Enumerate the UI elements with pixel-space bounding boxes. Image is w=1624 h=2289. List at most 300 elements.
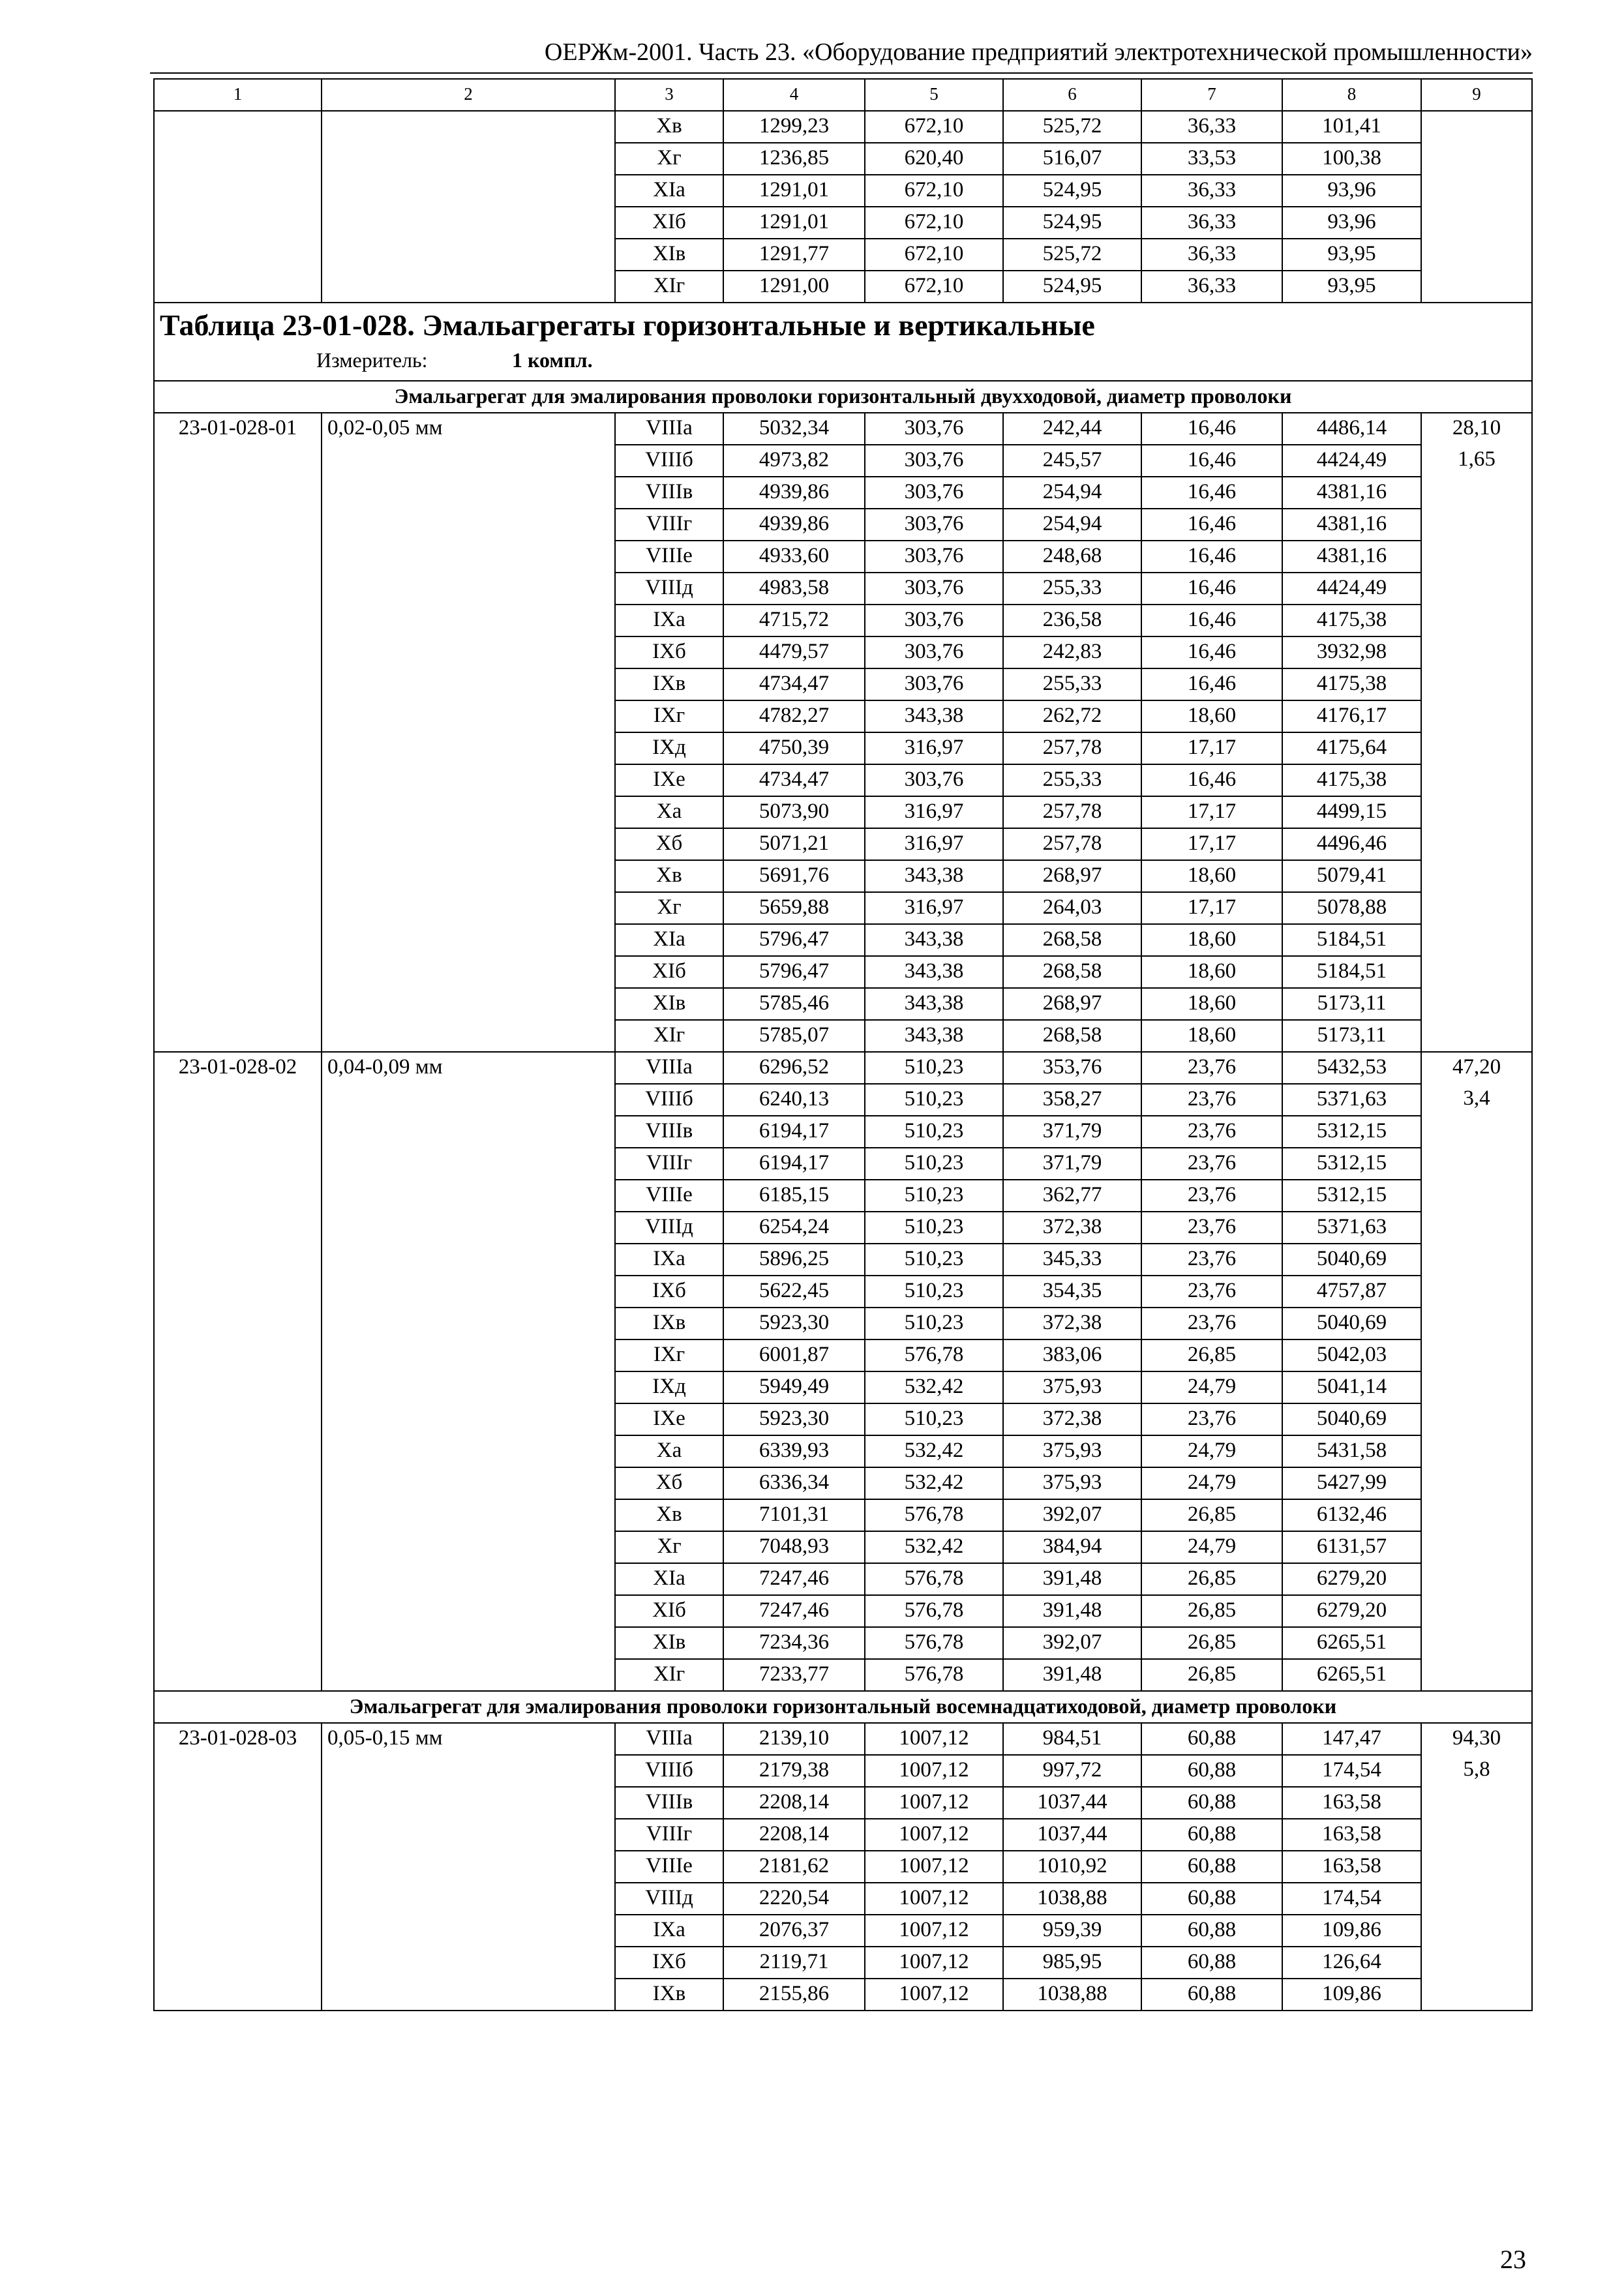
- value-cell: 303,76: [865, 764, 1003, 796]
- table-row: [154, 1276, 1532, 1308]
- col9-cell: [1421, 764, 1532, 796]
- name-cell: [322, 605, 615, 636]
- value-cell: 4734,47: [723, 668, 865, 700]
- value-cell: 5312,15: [1282, 1180, 1421, 1212]
- table-row: [154, 1212, 1532, 1244]
- name-cell: 0,04-0,09 мм: [322, 1052, 615, 1084]
- col9-cell: [1421, 1020, 1532, 1052]
- value-cell: 17,17: [1141, 828, 1282, 860]
- value-cell: 4750,39: [723, 732, 865, 764]
- value-cell: 1007,12: [865, 1819, 1003, 1851]
- code-cell: [154, 1595, 322, 1627]
- value-cell: 1291,01: [723, 207, 865, 239]
- column-number: 1: [154, 79, 322, 111]
- name-cell: [322, 1595, 615, 1627]
- value-cell: 7247,46: [723, 1563, 865, 1595]
- zone-cell: Хг: [615, 143, 723, 175]
- value-cell: 5071,21: [723, 828, 865, 860]
- table-row: [154, 860, 1532, 892]
- value-cell: 248,68: [1003, 541, 1141, 573]
- zone-cell: VIIIб: [615, 445, 723, 477]
- name-cell: [322, 796, 615, 828]
- value-cell: 4939,86: [723, 509, 865, 541]
- col9-cell: [1421, 1148, 1532, 1180]
- col9-cell: [1421, 732, 1532, 764]
- zone-cell: XIб: [615, 1595, 723, 1627]
- value-cell: 375,93: [1003, 1371, 1141, 1403]
- value-cell: 1007,12: [865, 1883, 1003, 1915]
- value-cell: 5079,41: [1282, 860, 1421, 892]
- col9-cell: [1421, 1787, 1532, 1819]
- section-heading: Эмальагрегат для эмалирования проволоки горизонтальный восемнадцатиходовой, диаметр проволоки: [154, 1691, 1532, 1723]
- value-cell: 1291,00: [723, 271, 865, 303]
- code-cell: [154, 860, 322, 892]
- value-cell: 26,85: [1141, 1339, 1282, 1371]
- table-row: [154, 175, 1532, 207]
- name-cell: [322, 445, 615, 477]
- zone-cell: XIа: [615, 175, 723, 207]
- col9-cell: [1421, 1659, 1532, 1691]
- code-cell: [154, 445, 322, 477]
- table-row: [154, 1180, 1532, 1212]
- value-cell: 4175,38: [1282, 668, 1421, 700]
- value-cell: 24,79: [1141, 1467, 1282, 1499]
- table-title-cell: [154, 303, 1532, 381]
- col9-cell: [1421, 111, 1532, 143]
- name-cell: [322, 700, 615, 732]
- col9-cell: [1421, 1627, 1532, 1659]
- value-cell: 5184,51: [1282, 924, 1421, 956]
- value-cell: 1037,44: [1003, 1787, 1141, 1819]
- table-row: [154, 1403, 1532, 1435]
- value-cell: 358,27: [1003, 1084, 1141, 1116]
- name-cell: [322, 1819, 615, 1851]
- code-cell: [154, 828, 322, 860]
- value-cell: 532,42: [865, 1467, 1003, 1499]
- value-cell: 126,64: [1282, 1947, 1421, 1979]
- value-cell: 264,03: [1003, 892, 1141, 924]
- name-cell: [322, 239, 615, 271]
- value-cell: 532,42: [865, 1531, 1003, 1563]
- value-cell: 7048,93: [723, 1531, 865, 1563]
- zone-cell: VIIIе: [615, 1180, 723, 1212]
- zone-cell: VIIIа: [615, 413, 723, 445]
- zone-cell: Ха: [615, 796, 723, 828]
- value-cell: 524,95: [1003, 175, 1141, 207]
- table-row: [154, 892, 1532, 924]
- code-cell: [154, 541, 322, 573]
- value-cell: 26,85: [1141, 1563, 1282, 1595]
- table-title: Таблица 23-01-028. Эмальагрегаты горизонтальные и вертикальные: [160, 308, 1095, 342]
- table-row: [154, 573, 1532, 605]
- table-title-row: [154, 303, 1532, 381]
- value-cell: 257,78: [1003, 796, 1141, 828]
- value-cell: 6240,13: [723, 1084, 865, 1116]
- zone-cell: Хв: [615, 111, 723, 143]
- name-cell: [322, 1276, 615, 1308]
- value-cell: 18,60: [1141, 860, 1282, 892]
- zone-cell: IXа: [615, 1244, 723, 1276]
- value-cell: 24,79: [1141, 1435, 1282, 1467]
- value-cell: 5896,25: [723, 1244, 865, 1276]
- value-cell: 4715,72: [723, 605, 865, 636]
- col9-cell: [1421, 1467, 1532, 1499]
- value-cell: 1007,12: [865, 1723, 1003, 1755]
- name-cell: [322, 1627, 615, 1659]
- value-cell: 576,78: [865, 1499, 1003, 1531]
- table-row: [154, 828, 1532, 860]
- value-cell: 4499,15: [1282, 796, 1421, 828]
- value-cell: 268,58: [1003, 956, 1141, 988]
- value-cell: 268,97: [1003, 860, 1141, 892]
- value-cell: 24,79: [1141, 1371, 1282, 1403]
- value-cell: 174,54: [1282, 1883, 1421, 1915]
- value-cell: 163,58: [1282, 1787, 1421, 1819]
- table-row: [154, 1467, 1532, 1499]
- column-number: 7: [1141, 79, 1282, 111]
- name-cell: [322, 541, 615, 573]
- table-row: [154, 700, 1532, 732]
- name-cell: [322, 1563, 615, 1595]
- value-cell: 510,23: [865, 1148, 1003, 1180]
- name-cell: [322, 1467, 615, 1499]
- table-row: [154, 1723, 1532, 1755]
- value-cell: 4175,38: [1282, 764, 1421, 796]
- value-cell: 303,76: [865, 668, 1003, 700]
- value-cell: 997,72: [1003, 1755, 1141, 1787]
- col9-cell: 94,30: [1421, 1723, 1532, 1755]
- table-row: [154, 1148, 1532, 1180]
- value-cell: 7233,77: [723, 1659, 865, 1691]
- col9-cell: [1421, 1244, 1532, 1276]
- zone-cell: Хб: [615, 828, 723, 860]
- meter-value: 1 компл.: [512, 348, 593, 372]
- value-cell: 6185,15: [723, 1180, 865, 1212]
- col9-cell: [1421, 271, 1532, 303]
- value-cell: 372,38: [1003, 1212, 1141, 1244]
- value-cell: 16,46: [1141, 477, 1282, 509]
- table-row: [154, 239, 1532, 271]
- zone-cell: IXб: [615, 636, 723, 668]
- value-cell: 163,58: [1282, 1819, 1421, 1851]
- name-cell: [322, 1851, 615, 1883]
- col9-cell: [1421, 1851, 1532, 1883]
- meter-label: Измеритель:: [316, 348, 428, 372]
- value-cell: 391,48: [1003, 1595, 1141, 1627]
- name-cell: [322, 1659, 615, 1691]
- value-cell: 236,58: [1003, 605, 1141, 636]
- value-cell: 174,54: [1282, 1755, 1421, 1787]
- value-cell: 5949,49: [723, 1371, 865, 1403]
- value-cell: 391,48: [1003, 1563, 1141, 1595]
- value-cell: 4381,16: [1282, 509, 1421, 541]
- zone-cell: XIв: [615, 239, 723, 271]
- value-cell: 6132,46: [1282, 1499, 1421, 1531]
- value-cell: 1236,85: [723, 143, 865, 175]
- value-cell: 93,96: [1282, 207, 1421, 239]
- column-number: 4: [723, 79, 865, 111]
- value-cell: 26,85: [1141, 1499, 1282, 1531]
- value-cell: 2181,62: [723, 1851, 865, 1883]
- table-row: [154, 796, 1532, 828]
- value-cell: 5312,15: [1282, 1116, 1421, 1148]
- col9-cell: 47,20: [1421, 1052, 1532, 1084]
- value-cell: 576,78: [865, 1595, 1003, 1627]
- name-cell: [322, 860, 615, 892]
- value-cell: 303,76: [865, 573, 1003, 605]
- value-cell: 257,78: [1003, 732, 1141, 764]
- value-cell: 60,88: [1141, 1851, 1282, 1883]
- value-cell: 4175,64: [1282, 732, 1421, 764]
- zone-cell: XIв: [615, 988, 723, 1020]
- value-cell: 23,76: [1141, 1084, 1282, 1116]
- value-cell: 510,23: [865, 1084, 1003, 1116]
- name-cell: [322, 207, 615, 239]
- value-cell: 23,76: [1141, 1276, 1282, 1308]
- zone-cell: Хв: [615, 1499, 723, 1531]
- value-cell: 2208,14: [723, 1787, 865, 1819]
- value-cell: 345,33: [1003, 1244, 1141, 1276]
- value-cell: 672,10: [865, 271, 1003, 303]
- value-cell: 4486,14: [1282, 413, 1421, 445]
- value-cell: 362,77: [1003, 1180, 1141, 1212]
- code-cell: [154, 271, 322, 303]
- col9-cell: [1421, 1595, 1532, 1627]
- value-cell: 60,88: [1141, 1947, 1282, 1979]
- value-cell: 4496,46: [1282, 828, 1421, 860]
- value-cell: 33,53: [1141, 143, 1282, 175]
- value-cell: 5078,88: [1282, 892, 1421, 924]
- name-cell: [322, 924, 615, 956]
- value-cell: 343,38: [865, 956, 1003, 988]
- col9-cell: 5,8: [1421, 1755, 1532, 1787]
- code-cell: [154, 1531, 322, 1563]
- value-cell: 18,60: [1141, 956, 1282, 988]
- col9-cell: [1421, 828, 1532, 860]
- value-cell: 245,57: [1003, 445, 1141, 477]
- value-cell: 4734,47: [723, 764, 865, 796]
- value-cell: 510,23: [865, 1180, 1003, 1212]
- value-cell: 510,23: [865, 1052, 1003, 1084]
- value-cell: 4381,16: [1282, 541, 1421, 573]
- zone-cell: VIIIб: [615, 1084, 723, 1116]
- value-cell: 255,33: [1003, 668, 1141, 700]
- value-cell: 620,40: [865, 143, 1003, 175]
- code-cell: [154, 1371, 322, 1403]
- name-cell: [322, 111, 615, 143]
- code-cell: [154, 988, 322, 1020]
- value-cell: 5184,51: [1282, 956, 1421, 988]
- value-cell: 1291,01: [723, 175, 865, 207]
- value-cell: 23,76: [1141, 1403, 1282, 1435]
- table-row: [154, 1435, 1532, 1467]
- value-cell: 4757,87: [1282, 1276, 1421, 1308]
- value-cell: 4176,17: [1282, 700, 1421, 732]
- col9-cell: 1,65: [1421, 445, 1532, 477]
- value-cell: 391,48: [1003, 1659, 1141, 1691]
- code-cell: [154, 1148, 322, 1180]
- value-cell: 985,95: [1003, 1947, 1141, 1979]
- value-cell: 375,93: [1003, 1435, 1141, 1467]
- value-cell: 4782,27: [723, 700, 865, 732]
- value-cell: 23,76: [1141, 1180, 1282, 1212]
- value-cell: 1007,12: [865, 1755, 1003, 1787]
- value-cell: 254,94: [1003, 509, 1141, 541]
- name-cell: [322, 1915, 615, 1947]
- table-row: [154, 1947, 1532, 1979]
- value-cell: 100,38: [1282, 143, 1421, 175]
- value-cell: 510,23: [865, 1212, 1003, 1244]
- col9-cell: [1421, 175, 1532, 207]
- zone-cell: Ха: [615, 1435, 723, 1467]
- value-cell: 26,85: [1141, 1627, 1282, 1659]
- col9-cell: 3,4: [1421, 1084, 1532, 1116]
- col9-cell: [1421, 700, 1532, 732]
- value-cell: 532,42: [865, 1435, 1003, 1467]
- table-row: [154, 1052, 1532, 1084]
- value-cell: 5659,88: [723, 892, 865, 924]
- name-cell: [322, 1499, 615, 1531]
- value-cell: 672,10: [865, 239, 1003, 271]
- column-number: 3: [615, 79, 723, 111]
- value-cell: 2076,37: [723, 1915, 865, 1947]
- col9-cell: [1421, 1339, 1532, 1371]
- code-cell: [154, 1947, 322, 1979]
- zone-cell: VIIIд: [615, 573, 723, 605]
- value-cell: 7247,46: [723, 1595, 865, 1627]
- name-cell: [322, 509, 615, 541]
- value-cell: 4175,38: [1282, 605, 1421, 636]
- value-cell: 303,76: [865, 445, 1003, 477]
- value-cell: 4939,86: [723, 477, 865, 509]
- value-cell: 254,94: [1003, 477, 1141, 509]
- col9-cell: [1421, 1979, 1532, 2011]
- value-cell: 392,07: [1003, 1499, 1141, 1531]
- value-cell: 6265,51: [1282, 1659, 1421, 1691]
- table-row: [154, 732, 1532, 764]
- value-cell: 60,88: [1141, 1915, 1282, 1947]
- value-cell: 18,60: [1141, 1020, 1282, 1052]
- value-cell: 303,76: [865, 477, 1003, 509]
- name-cell: [322, 1180, 615, 1212]
- col9-cell: [1421, 1435, 1532, 1467]
- table-row: [154, 1755, 1532, 1787]
- value-cell: 576,78: [865, 1659, 1003, 1691]
- header-divider: [150, 72, 1533, 74]
- value-cell: 510,23: [865, 1276, 1003, 1308]
- value-cell: 23,76: [1141, 1244, 1282, 1276]
- name-cell: [322, 1244, 615, 1276]
- name-cell: [322, 143, 615, 175]
- code-cell: [154, 1755, 322, 1787]
- value-cell: 303,76: [865, 413, 1003, 445]
- code-cell: [154, 1212, 322, 1244]
- value-cell: 36,33: [1141, 175, 1282, 207]
- value-cell: 375,93: [1003, 1467, 1141, 1499]
- code-cell: [154, 1020, 322, 1052]
- col9-cell: [1421, 924, 1532, 956]
- value-cell: 26,85: [1141, 1595, 1282, 1627]
- value-cell: 23,76: [1141, 1148, 1282, 1180]
- zone-cell: Хг: [615, 892, 723, 924]
- value-cell: 60,88: [1141, 1979, 1282, 2011]
- value-cell: 524,95: [1003, 271, 1141, 303]
- value-cell: 510,23: [865, 1244, 1003, 1276]
- value-cell: 2220,54: [723, 1883, 865, 1915]
- col9-cell: [1421, 1819, 1532, 1851]
- code-cell: 23-01-028-01: [154, 413, 322, 445]
- col9-cell: [1421, 1915, 1532, 1947]
- col9-cell: [1421, 541, 1532, 573]
- value-cell: 23,76: [1141, 1212, 1282, 1244]
- code-cell: [154, 1244, 322, 1276]
- value-cell: 7234,36: [723, 1627, 865, 1659]
- code-cell: [154, 573, 322, 605]
- table-row: [154, 445, 1532, 477]
- code-cell: [154, 668, 322, 700]
- value-cell: 6131,57: [1282, 1531, 1421, 1563]
- col9-cell: [1421, 892, 1532, 924]
- value-cell: 959,39: [1003, 1915, 1141, 1947]
- value-cell: 18,60: [1141, 700, 1282, 732]
- col9-cell: [1421, 860, 1532, 892]
- code-cell: [154, 1659, 322, 1691]
- name-cell: [322, 668, 615, 700]
- value-cell: 5691,76: [723, 860, 865, 892]
- value-cell: 6279,20: [1282, 1595, 1421, 1627]
- name-cell: [322, 1755, 615, 1787]
- table-row: [154, 1595, 1532, 1627]
- code-cell: [154, 143, 322, 175]
- value-cell: 93,96: [1282, 175, 1421, 207]
- name-cell: [322, 1308, 615, 1339]
- table-row: [154, 1627, 1532, 1659]
- value-cell: 316,97: [865, 892, 1003, 924]
- code-cell: [154, 1403, 322, 1435]
- value-cell: 242,44: [1003, 413, 1141, 445]
- table-row: [154, 1851, 1532, 1883]
- table-row: [154, 1371, 1532, 1403]
- table-body: [154, 79, 1532, 2011]
- column-number: 8: [1282, 79, 1421, 111]
- value-cell: 6001,87: [723, 1339, 865, 1371]
- table-row: [154, 1308, 1532, 1339]
- name-cell: [322, 956, 615, 988]
- table-row: [154, 271, 1532, 303]
- value-cell: 7101,31: [723, 1499, 865, 1531]
- zone-cell: XIб: [615, 207, 723, 239]
- value-cell: 16,46: [1141, 668, 1282, 700]
- name-cell: [322, 1979, 615, 2011]
- value-cell: 672,10: [865, 175, 1003, 207]
- value-cell: 5173,11: [1282, 1020, 1421, 1052]
- value-cell: 1038,88: [1003, 1979, 1141, 2011]
- code-cell: [154, 1883, 322, 1915]
- value-cell: 5040,69: [1282, 1244, 1421, 1276]
- code-cell: [154, 1308, 322, 1339]
- code-cell: [154, 477, 322, 509]
- value-cell: 17,17: [1141, 732, 1282, 764]
- value-cell: 672,10: [865, 207, 1003, 239]
- name-cell: [322, 1787, 615, 1819]
- value-cell: 242,83: [1003, 636, 1141, 668]
- name-cell: [322, 764, 615, 796]
- value-cell: 16,46: [1141, 445, 1282, 477]
- code-cell: [154, 1180, 322, 1212]
- col9-cell: [1421, 1276, 1532, 1308]
- code-cell: [154, 796, 322, 828]
- zone-cell: XIа: [615, 1563, 723, 1595]
